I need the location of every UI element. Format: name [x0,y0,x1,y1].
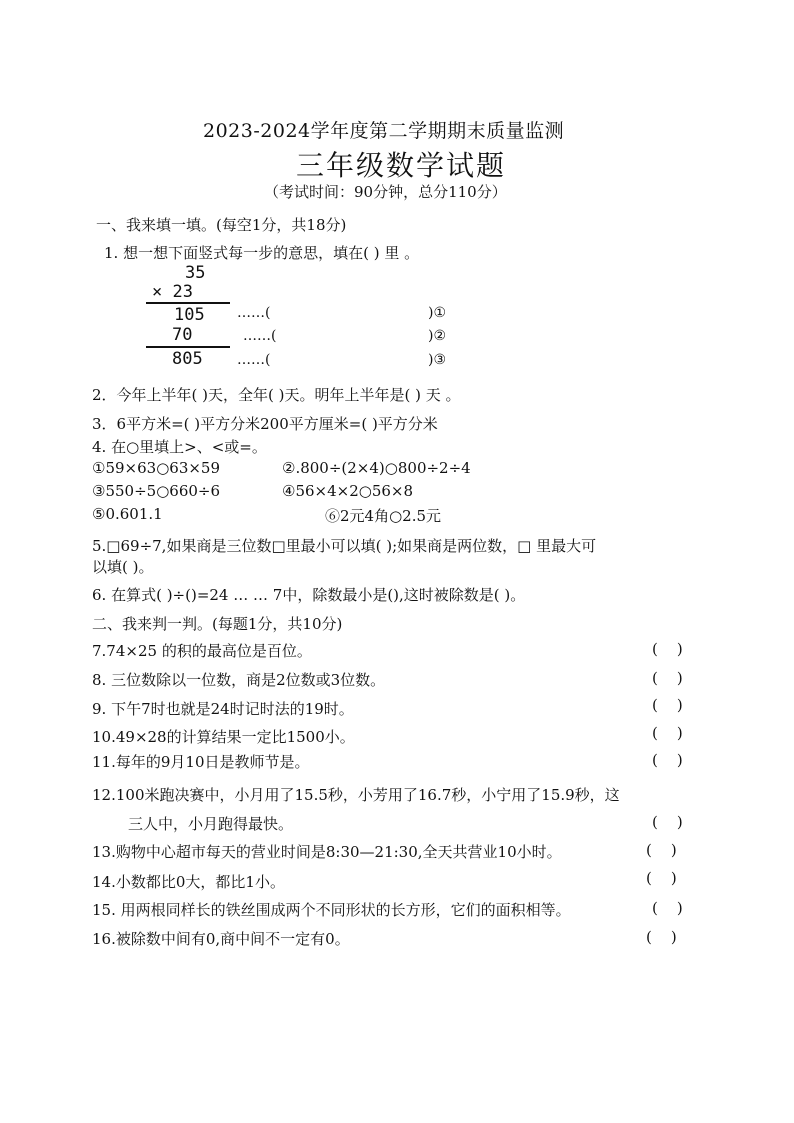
question-2: 2．今年上半年( )天，全年( )天。明年上半年是( ) 天 。 [92,386,461,404]
judge-item-13: 13.购物中心超市每天的营业时间是8:30—21:30,全天共营业10小时。 [92,843,562,861]
answer-paren-15: ( ) [652,899,683,917]
blank-1-close: )① [428,305,447,321]
calc-result: 805 [172,349,203,369]
exam-title: 2023-2024学年度第二学期期末质量监测 [203,120,565,142]
section2-heading: 二、我来判一判。(每题1分，共10分) [92,615,343,633]
question-6: 6. 在算式( )÷()=24 … … 7中，除数最小是(),这时被除数是( )。 [92,586,526,604]
judge-item-7: 7.74×25 的积的最高位是百位。 [92,642,312,660]
exam-subtitle: 三年级数学试题 [296,149,507,182]
answer-paren-7: ( ) [652,640,683,658]
blank-2-lead: ……( [243,328,277,344]
exam-info: （考试时间：90分钟，总分110分） [264,183,507,201]
question-1: 1. 想一想下面竖式每一步的意思，填在( ) 里 。 [104,244,420,262]
compare-item-2: ②.800÷(2×4)○800÷2÷4 [282,459,471,477]
compare-item-4: ④56×4×2○56×8 [282,482,414,500]
answer-paren-9: ( ) [652,696,683,714]
blank-1-lead: ……( [237,305,271,321]
calc-partial-2: 70 [172,325,193,345]
judge-item-12-line2: 三人中，小月跑得最快。 [128,815,294,833]
judge-item-11: 11.每年的9月10日是教师节是。 [92,753,310,771]
question-5-line1: 5.□69÷7,如果商是三位数□里最小可以填( );如果商是两位数，□ 里最大可 [92,537,597,555]
answer-paren-14: ( ) [646,869,677,887]
answer-paren-11: ( ) [652,751,683,769]
compare-item-5: ⑤0.601.1 [92,505,163,523]
blank-2-close: )② [428,328,447,344]
answer-paren-12: ( ) [652,813,683,831]
answer-paren-8: ( ) [652,669,683,687]
compare-item-1: ①59×63○63×59 [92,459,221,477]
question-4: 4. 在○里填上>、<或=。 [92,438,267,456]
judge-item-14: 14.小数都比0大，都比1小。 [92,873,285,891]
answer-paren-13: ( ) [646,841,677,859]
calc-partial-1: 105 [174,305,205,325]
judge-item-15: 15. 用两根同样长的铁丝围成两个不同形状的长方形，它们的面积相等。 [92,901,571,919]
calc-multiplicand: 35 [185,263,206,283]
compare-item-3: ③550÷5○660÷6 [92,482,221,500]
question-3: 3．6平方米=( )平方分米200平方厘米=( )平方分米 [92,415,438,433]
calc-multiplier: × 23 [152,282,193,302]
answer-paren-10: ( ) [652,724,683,742]
question-5-line2: 以填( )。 [92,558,154,576]
judge-item-16: 16.被除数中间有0,商中间不一定有0。 [92,930,350,948]
judge-item-12-line1: 12.100米跑决赛中，小月用了15.5秒，小芳用了16.7秒，小宁用了15.9秒，这 [92,786,620,804]
section1-heading: 一、我来填一填。(每空1分，共18分) [96,216,347,234]
calc-rule-1 [146,302,230,304]
judge-item-9: 9. 下午7时也就是24时记时法的19时。 [92,700,354,718]
blank-3-lead: ……( [237,352,271,368]
judge-item-8: 8. 三位数除以一位数，商是2位数或3位数。 [92,671,386,689]
judge-item-10: 10.49×28的计算结果一定比1500小。 [92,728,355,746]
compare-item-6: ⑥2元4角○2.5元 [325,507,442,525]
answer-paren-16: ( ) [646,928,677,946]
blank-3-close: )③ [428,352,447,368]
calc-rule-2 [146,346,230,348]
